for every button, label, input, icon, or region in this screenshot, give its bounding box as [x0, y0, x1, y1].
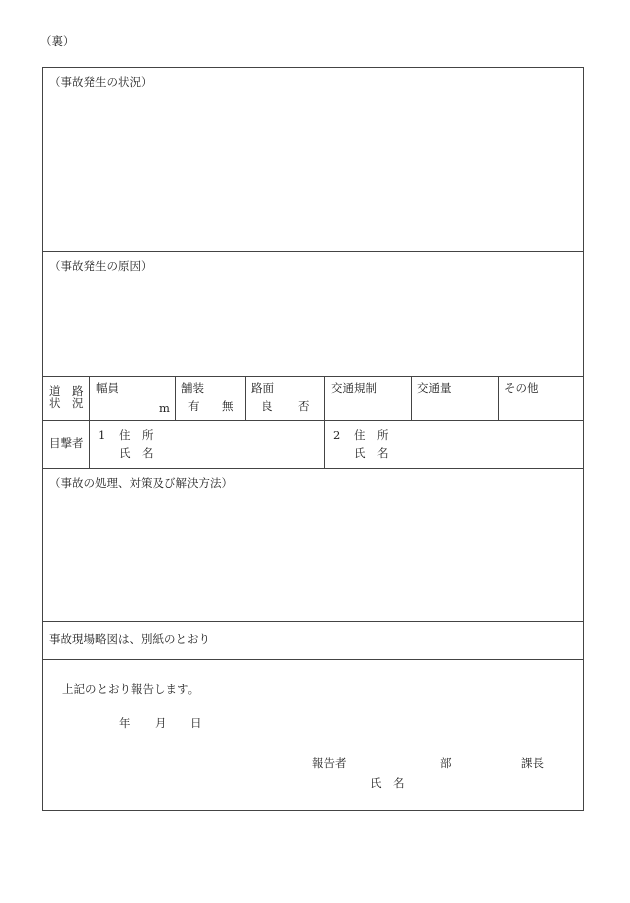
- divider-cause-road: [42, 376, 584, 377]
- divider-witness-handling: [42, 468, 584, 469]
- report-statement: 上記のとおり報告します。: [62, 682, 200, 696]
- divider-road-witness: [42, 420, 584, 421]
- road-width-label: 幅員: [96, 381, 119, 395]
- sketch-note: 事故現場略図は、別紙のとおり: [49, 632, 210, 646]
- paving-no-option[interactable]: 無: [222, 399, 234, 413]
- cause-field[interactable]: [44, 280, 582, 373]
- surface-bad-option[interactable]: 否: [298, 399, 310, 413]
- other-label: その他: [504, 381, 539, 395]
- road-col-divider: [324, 376, 325, 420]
- surface-label: 路面: [251, 381, 274, 395]
- traffic-volume-label: 交通量: [417, 381, 452, 395]
- traffic-regulation-label: 交通規制: [331, 381, 377, 395]
- road-col-divider: [411, 376, 412, 420]
- surface-good-option[interactable]: 良: [261, 399, 273, 413]
- divider-situation-cause: [42, 251, 584, 252]
- cause-heading: （事故発生の原因）: [49, 259, 153, 273]
- department-label: 部: [440, 756, 452, 770]
- handling-heading: （事故の処理、対策及び解決方法）: [49, 476, 233, 490]
- road-condition-label-2: 状 況: [49, 396, 84, 410]
- road-col-divider: [175, 376, 176, 420]
- paving-yes-option[interactable]: 有: [188, 399, 200, 413]
- witness-label: 目撃者: [49, 436, 84, 450]
- witness-2-number: 2: [333, 428, 341, 442]
- handling-field[interactable]: [44, 497, 582, 618]
- witness-2-name-label: 氏 名: [354, 446, 389, 460]
- page-label: （裏）: [40, 34, 75, 48]
- witness-1-number: 1: [98, 428, 106, 442]
- witness-col-divider: [324, 420, 325, 468]
- road-col-divider: [245, 376, 246, 420]
- road-condition-label-1: 道 路: [49, 384, 84, 398]
- divider-sketch-report: [42, 659, 584, 660]
- situation-heading: （事故発生の状況）: [49, 75, 153, 89]
- reporter-name-label: 氏 名: [370, 776, 405, 790]
- situation-field[interactable]: [44, 96, 582, 248]
- road-width-unit: m: [159, 401, 170, 415]
- witness-col-divider: [89, 420, 90, 468]
- section-chief-label: 課長: [521, 756, 544, 770]
- date-month-label: 月: [155, 716, 167, 730]
- paving-label: 舗装: [181, 381, 204, 395]
- road-col-divider: [89, 376, 90, 420]
- witness-2-address-label: 住 所: [354, 428, 389, 442]
- road-col-divider: [498, 376, 499, 420]
- witness-1-address-label: 住 所: [119, 428, 154, 442]
- reporter-label: 報告者: [312, 756, 347, 770]
- divider-handling-sketch: [42, 621, 584, 622]
- date-year-label: 年: [119, 716, 131, 730]
- date-day-label: 日: [190, 716, 202, 730]
- witness-1-name-label: 氏 名: [119, 446, 154, 460]
